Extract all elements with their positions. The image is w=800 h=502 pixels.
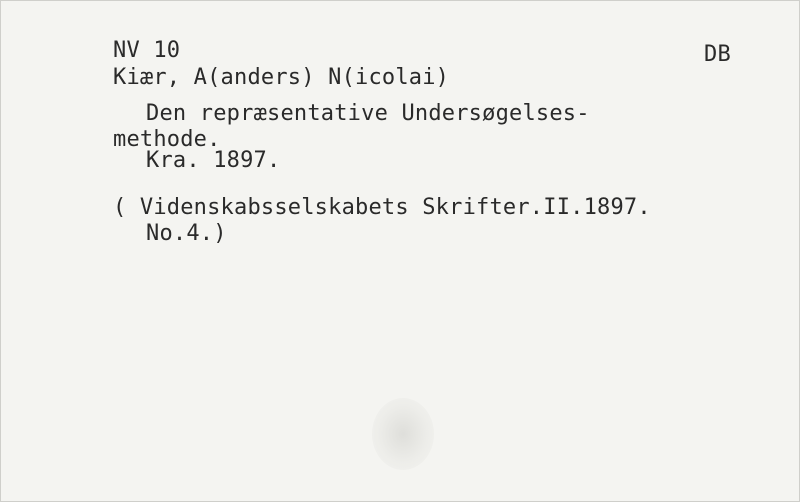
call-number: NV 10 <box>113 38 181 63</box>
title-line-1: Den repræsentative Undersøgelses- <box>146 101 590 126</box>
series-line-1: ( Videnskabsselskabets Skrifter.II.1897. <box>113 195 651 220</box>
location-code: DB <box>704 42 731 67</box>
author-line: Kiær, A(anders) N(icolai) <box>113 65 450 90</box>
title-line-2: methode. <box>113 127 221 152</box>
paper-smudge <box>372 398 434 470</box>
imprint-line: Kra. 1897. <box>146 148 281 173</box>
series-line-2: No.4.) <box>146 221 227 246</box>
